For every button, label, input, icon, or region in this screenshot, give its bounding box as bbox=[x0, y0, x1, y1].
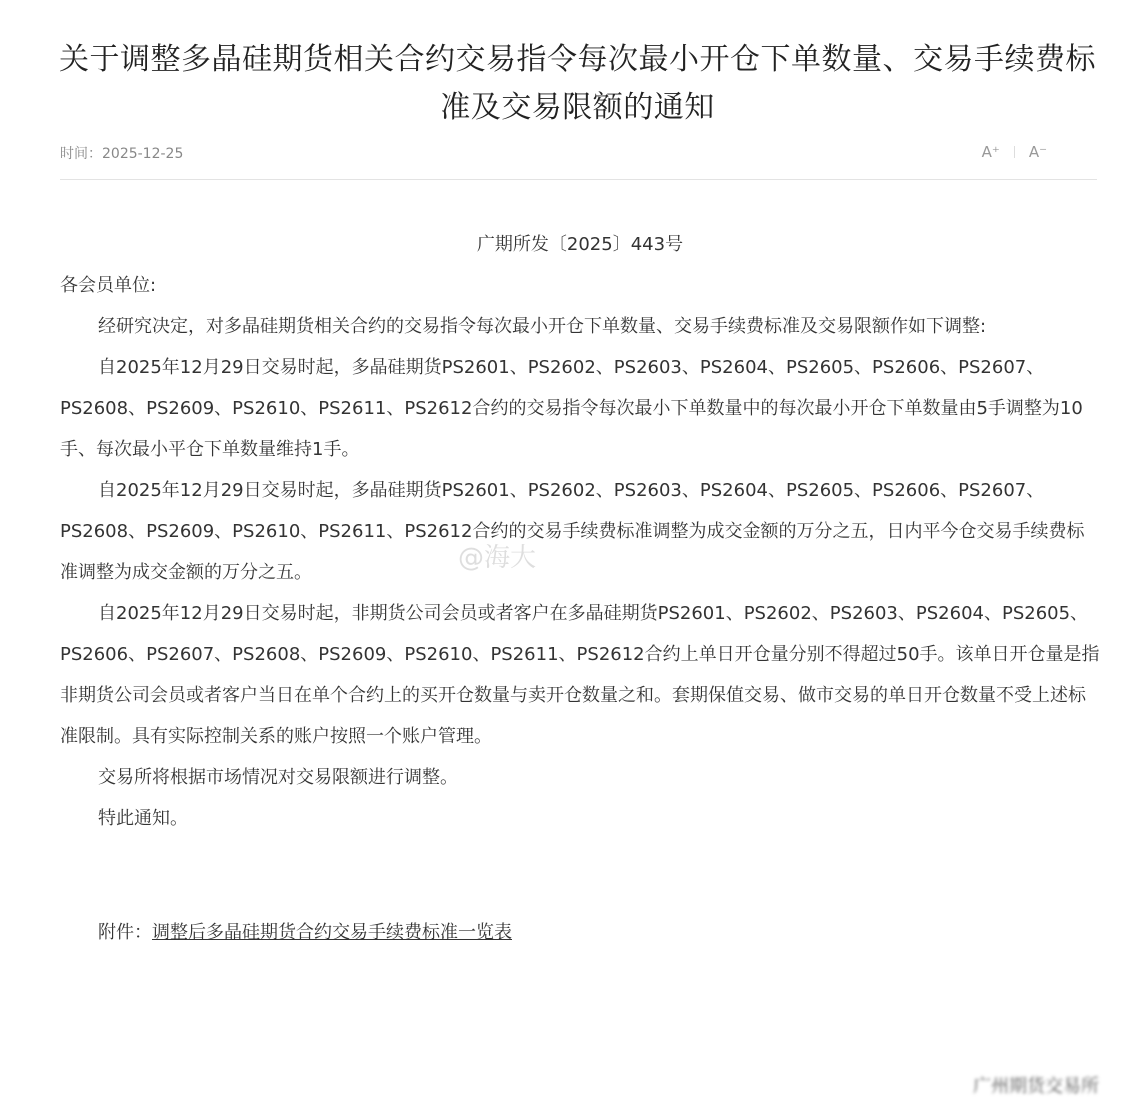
watermark: @海大 bbox=[458, 543, 537, 573]
font-size-controls bbox=[982, 143, 1047, 161]
salutation: 各会员单位: bbox=[60, 275, 157, 296]
publish-time: 时间：2025-12-25 bbox=[60, 146, 184, 162]
paragraph: 特此通知。 bbox=[98, 808, 188, 829]
article-body bbox=[60, 224, 1100, 953]
article-meta bbox=[60, 143, 1097, 180]
document-number: 广期所发〔2025〕443号 bbox=[476, 234, 684, 255]
font-increase-button[interactable]: A⁺ bbox=[981, 143, 1000, 161]
attachment-label: 附件： bbox=[98, 922, 152, 943]
paragraph: 自2025年12月29日交易时起，多晶硅期货PS2601、PS2602、PS2603、PS2604、PS2605、PS2606、PS2607、PS2608、PS2609、PS2610、PS2611、PS2612合约的交易指令每次最小下单数量中的每次最小开仓下单数量由5手调整为10手、每次最小平仓下单数量维持1手。 bbox=[60, 357, 1083, 460]
attachment bbox=[60, 912, 1100, 953]
paragraph: 经研究决定，对多晶硅期货相关合约的交易指令每次最小开仓下单数量、交易手续费标准及交易限额作如下调整: bbox=[98, 316, 987, 337]
paragraph: 自2025年12月29日交易时起，非期货公司会员或者客户在多晶硅期货PS2601、PS2602、PS2603、PS2604、PS2605、PS2606、PS2607、PS2608、PS2609、PS2610、PS2611、PS2612合约上单日开仓量分别不得超过50手。该单日开仓量是指非期货公司会员或者客户当日在单个合约上的买开仓数量与卖开仓数量之和。套期保值交易、做市交易的单日开仓数量不受上述标准限制。具有实际控制关系的账户按照一个账户管理。 bbox=[60, 603, 1100, 747]
article-title: 关于调整多晶硅期货相关合约交易指令每次最小开仓下单数量、交易手续费标准及交易限额的通知 bbox=[59, 42, 1096, 125]
attachment-link[interactable]: 调整后多晶硅期货合约交易手续费标准一览表 bbox=[152, 922, 512, 943]
paragraph: 自2025年12月29日交易时起，多晶硅期货PS2601、PS2602、PS2603、PS2604、PS2605、PS2606、PS2607、PS2608、PS2609、PS2610、PS2611、PS2612合约的交易手续费标准调整为成交金额的万分之五，日内平今仓交易手续费标准调整为成交金额的万分之五。 bbox=[60, 480, 1085, 583]
paragraph: 交易所将根据市场情况对交易限额进行调整。 bbox=[98, 767, 458, 788]
font-decrease-button[interactable]: A⁻ bbox=[1028, 143, 1047, 161]
divider bbox=[1014, 146, 1015, 158]
footer-mark: 广州期货交易所 bbox=[973, 1076, 1099, 1097]
